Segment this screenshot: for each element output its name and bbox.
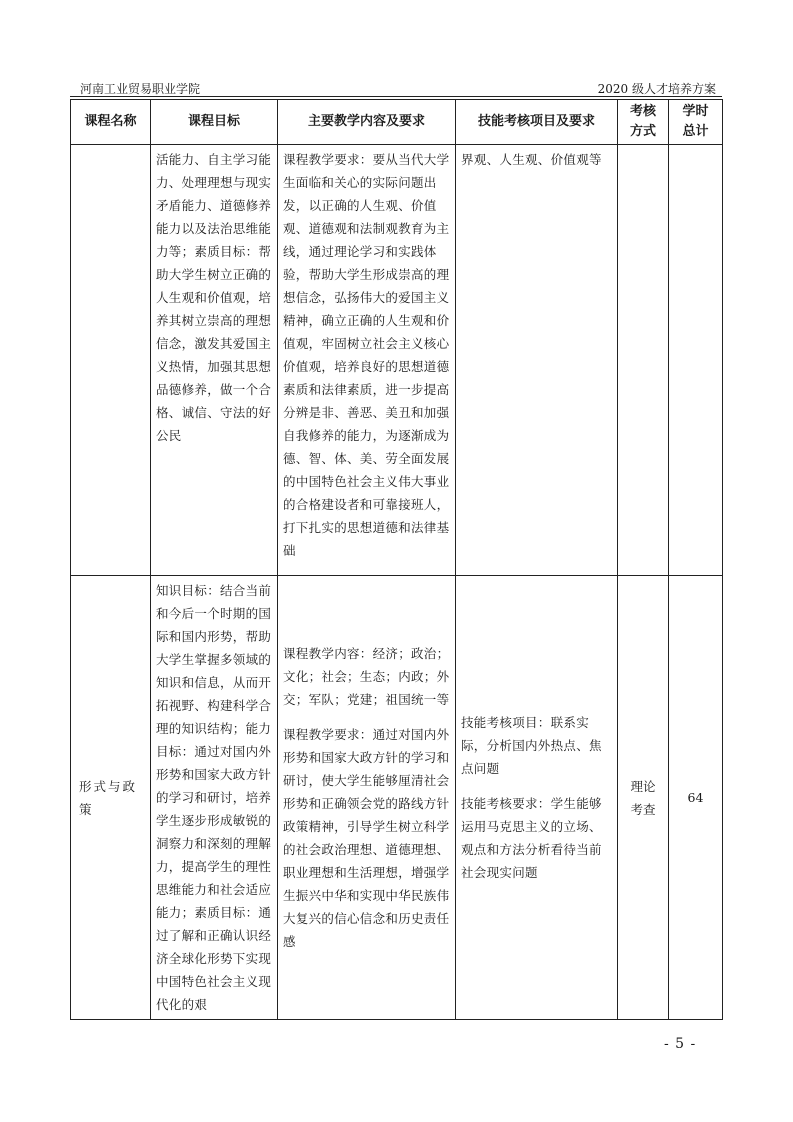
cell-skills — [456, 145, 618, 576]
content-paragraph: 课程教学内容：经济；政治；文化；社会；生态；内政；外交；军队；党建；祖国统一等 — [283, 646, 450, 707]
col-header-content: 主要教学内容及要求 — [278, 100, 456, 145]
col-header-skills: 技能考核项目及要求 — [456, 100, 618, 145]
cell-hours — [669, 145, 723, 576]
content-paragraph: 课程教学要求：要从当代大学生面临和关心的实际问题出发，以正确的人生观、价值观、道德观和法制观教育为主线，通过理论学习和实践体验，帮助大学生形成崇高的理想信念，弘扬伟大的爱国主义精神，确立正确的人生观和价值观，牢固树立社会主义核心价值观，培养良好的思想道德素质和法律素质，进一步提高分辨是非、善恶、美丑和加强自我修养的能力，为逐渐成为德、智、体、美、劳全面发展的中国特色社会主义伟大事业的合格建设者和可靠接班人，打下扎实的思想道德和法律基础 — [283, 152, 450, 558]
header-institution: 河南工业贸易职业学院 — [80, 82, 201, 96]
col-header-objectives: 课程目标 — [151, 100, 278, 145]
content-paragraph: 课程教学要求：通过对国内外形势和国家大政方针的学习和研讨，使大学生能够厘清社会形势和正确领会党的路线方针政策精神，引导学生树立科学的社会政治理想、道德理想、职业理想和生活理想，增强学生振兴中华和实现中华民族伟大复兴的信心信念和历史责任感 — [283, 727, 450, 949]
cell-course-name: 形式与政策 — [71, 576, 151, 1020]
table-row — [71, 145, 723, 576]
cell-content — [278, 145, 456, 576]
cell-skills — [456, 576, 618, 1020]
cell-course-name — [71, 145, 151, 576]
table-row — [71, 576, 723, 1020]
cell-objectives — [151, 145, 278, 576]
col-header-hours-line1: 学时 — [682, 104, 709, 119]
col-header-course-name: 课程名称 — [71, 100, 151, 145]
col-header-assessment-line2: 方式 — [629, 124, 656, 139]
cell-objectives — [151, 576, 278, 1020]
col-header-hours-line2: 总计 — [682, 124, 709, 139]
col-header-assessment-line1: 考核 — [629, 104, 656, 119]
cell-content — [278, 576, 456, 1020]
curriculum-table — [70, 99, 723, 1020]
header-document-title: 2020 级人才培养方案 — [597, 82, 716, 96]
skills-paragraph: 界观、人生观、价值观等 — [461, 152, 602, 167]
assessment-line1: 理论 — [630, 778, 656, 794]
cell-hours: 64 — [669, 576, 723, 1020]
objectives-text: 知识目标：结合当前和今后一个时期的国际和国内形势，帮助大学生掌握多领域的知识和信息，从而开拓视野、构建科学合理的知识结构；能力目标：通过对国内外形势和国家大政方针的学习和研讨，培养学生逐步形成敏锐的洞察力和深刻的理解力，提高学生的理性思维能力和社会适应能力；素质目标：通过了解和正确认识经济全球化形势下实现中国特色社会主义现代化的艰 — [156, 583, 272, 1012]
col-header-assessment — [618, 100, 669, 145]
page-number: - 5 - — [664, 1036, 697, 1052]
assessment-line2: 考查 — [630, 801, 656, 817]
col-header-hours — [669, 100, 723, 145]
objectives-text: 活能力、自主学习能力、处理理想与现实矛盾能力、道德修养能力以及法治思维能力等；素质目标：帮助大学生树立正确的人生观和价值观，培养其树立崇高的理想信念，激发其爱国主义热情，加强其思想品德修养，做一个合格、诚信、守法的好公民 — [156, 152, 272, 443]
cell-assessment — [618, 145, 669, 576]
skills-paragraph: 技能考核要求：学生能够运用马克思主义的立场、观点和方法分析看待当前社会现实问题 — [461, 796, 602, 880]
skills-paragraph: 技能考核项目：联系实际，分析国内外热点、焦点问题 — [461, 715, 602, 776]
header-rule — [70, 96, 722, 97]
table-header-row — [71, 100, 723, 145]
cell-assessment — [618, 576, 669, 1020]
